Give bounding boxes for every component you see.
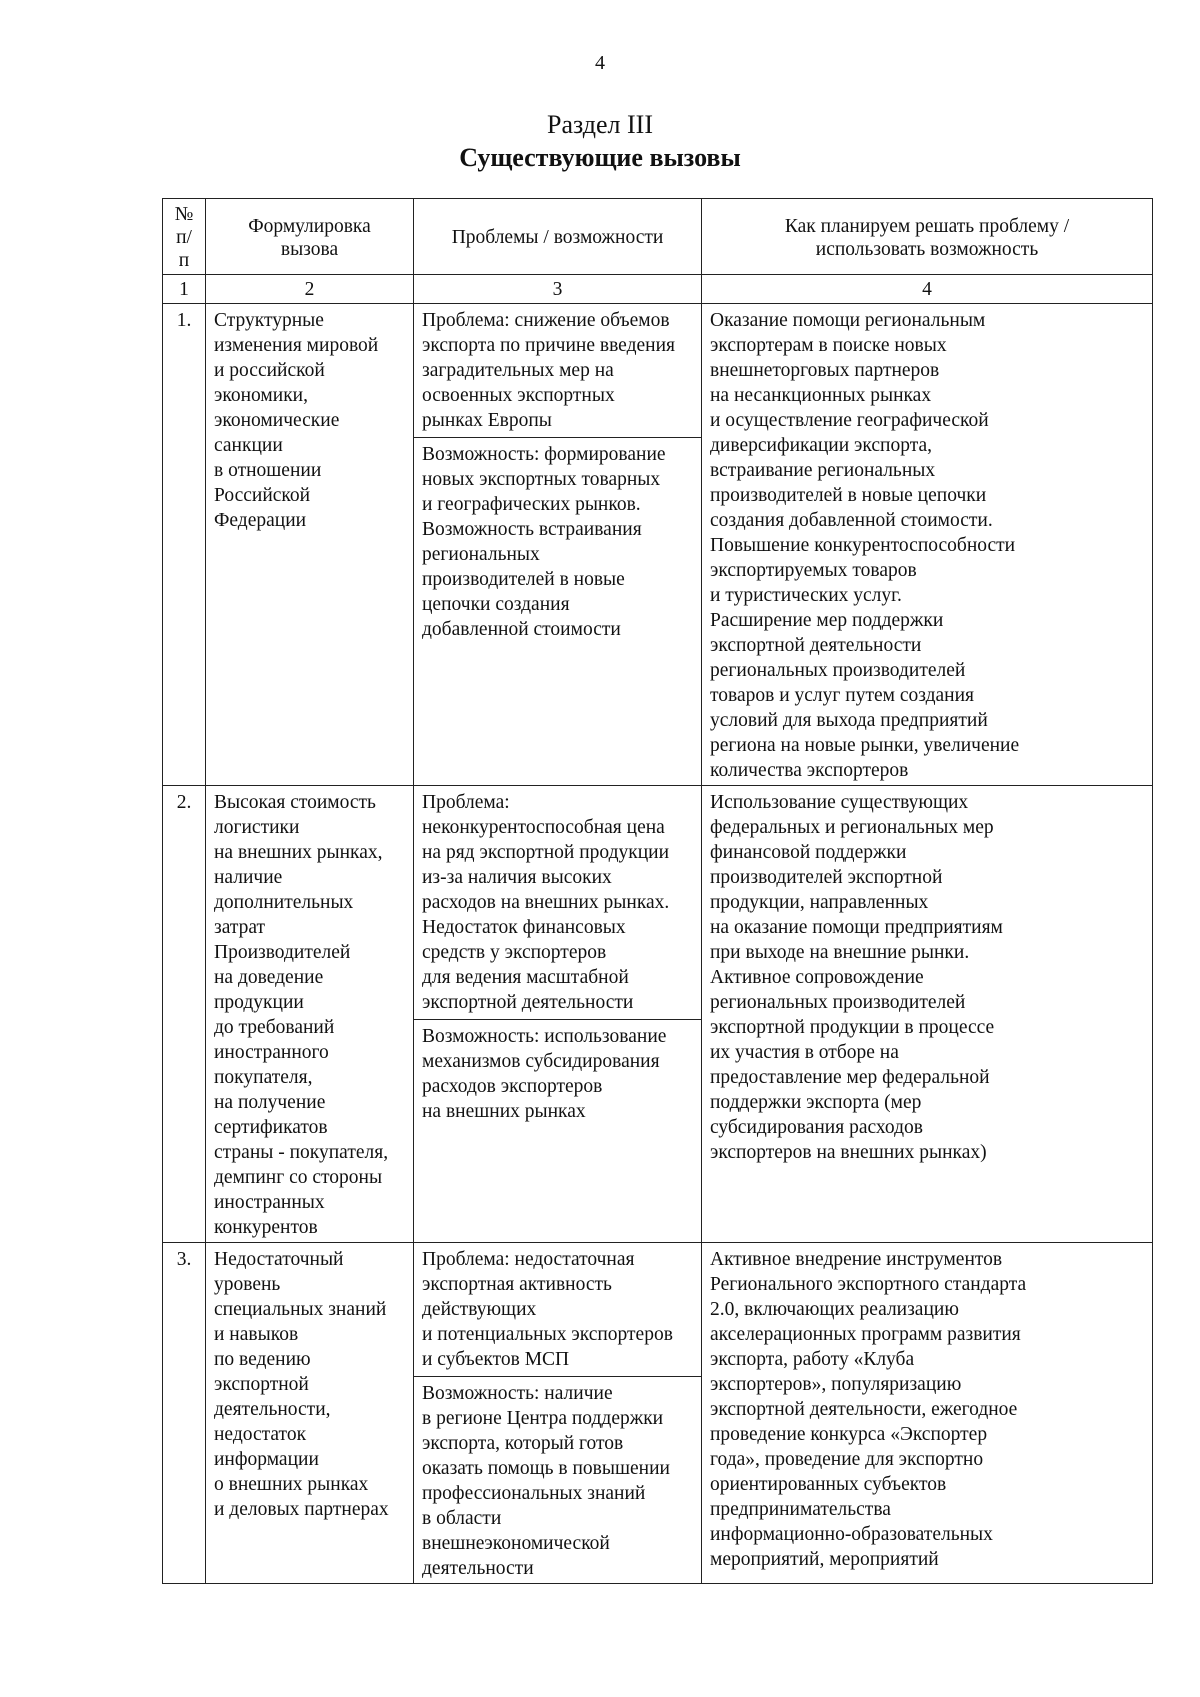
header-solution: Как планируем решать проблему / использовать возможность: [702, 199, 1153, 275]
problem-text: Проблема: недостаточная экспортная активность действующих и потенциальных экспортеров и субъектов МСП: [414, 1243, 701, 1377]
problems-cell: [414, 304, 702, 786]
problem-text: Проблема: снижение объемов экспорта по причине введения заградительных мер на освоенных экспортных рынках Европы: [414, 304, 701, 438]
solution-cell: Активное внедрение инструментов Регионального экспортного стандарта 2.0, включающих реализацию акселерационных программ развития экспорта, работу «Клуба экспортеров», популяризацию экспортной деятельности, ежегодное проведение конкурса «Экспортер года», проведение для экспортно ориентированных субъектов предпринимательства информационно-образовательных мероприятий, мероприятий: [702, 1243, 1153, 1584]
table-row: [163, 304, 1153, 786]
table-row: [163, 1243, 1153, 1584]
column-number: 1: [163, 275, 206, 304]
problems-cell: [414, 1243, 702, 1584]
row-number: 3.: [163, 1243, 206, 1584]
header-num: № п/п: [163, 199, 206, 275]
solution-cell: Оказание помощи региональным экспортерам в поиске новых внешнеторговых партнеров на несанкционных рынках и осуществление географической диверсификации экспорта, встраивание региональных производителей в новые цепочки создания добавленной стоимости. Повышение конкурентоспособности экспортируемых товаров и туристических услуг. Расширение мер поддержки экспортной деятельности региональных производителей товаров и услуг путем создания условий для выхода предприятий региона на новые рынки, увеличение количества экспортеров: [702, 304, 1153, 786]
solution-cell: Использование существующих федеральных и региональных мер финансовой поддержки производителей экспортной продукции, направленных на оказание помощи предприятиям при выходе на внешние рынки. Активное сопровождение региональных производителей экспортной продукции в процессе их участия в отборе на предоставление мер федеральной поддержки экспорта (мер субсидирования расходов экспортеров на внешних рынках): [702, 786, 1153, 1243]
challenge-cell: Структурные изменения мировой и российской экономики, экономические санкции в отношении Российской Федерации: [206, 304, 414, 786]
column-number: 3: [414, 275, 702, 304]
challenge-cell: Недостаточный уровень специальных знаний и навыков по ведению экспортной деятельности, недостаток информации о внешних рынках и деловых партнерах: [206, 1243, 414, 1584]
opportunity-text: Возможность: формирование новых экспортных товарных и географических рынков. Возможность встраивания региональных производителей в новые цепочки создания добавленной стоимости: [422, 444, 666, 640]
table-header-row: [163, 199, 1153, 275]
challenge-cell: Высокая стоимость логистики на внешних рынках, наличие дополнительных затрат Производителей на доведение продукции до требований иностранного покупателя, на получение сертификатов страны - покупателя, демпинг со стороны иностранных конкурентов: [206, 786, 414, 1243]
problems-cell: [414, 786, 702, 1243]
challenges-table: [162, 198, 1153, 1584]
header-challenge: Формулировка вызова: [206, 199, 414, 275]
problem-text: Проблема: неконкурентоспособная цена на ряд экспортной продукции из-за наличия высоких расходов на внешних рынках. Недостаток финансовых средств у экспортеров для ведения масштабной экспортной деятельности: [414, 786, 701, 1020]
row-number: 2.: [163, 786, 206, 1243]
opportunity-text: Возможность: использование механизмов субсидирования расходов экспортеров на внешних рынках: [422, 1026, 667, 1122]
row-number: 1.: [163, 304, 206, 786]
column-number-row: [163, 275, 1153, 304]
opportunity-text: Возможность: наличие в регионе Центра поддержки экспорта, который готов оказать помощь в повышении профессиональных знаний в области внешнеэкономической деятельности: [422, 1383, 670, 1579]
section-label: Раздел III: [546, 110, 654, 139]
column-number: 2: [206, 275, 414, 304]
header-problems: Проблемы / возможности: [414, 199, 702, 275]
table-row: [163, 786, 1153, 1243]
column-number: 4: [702, 275, 1153, 304]
page-number: 4: [595, 52, 605, 74]
section-title: Существующие вызовы: [459, 143, 741, 172]
